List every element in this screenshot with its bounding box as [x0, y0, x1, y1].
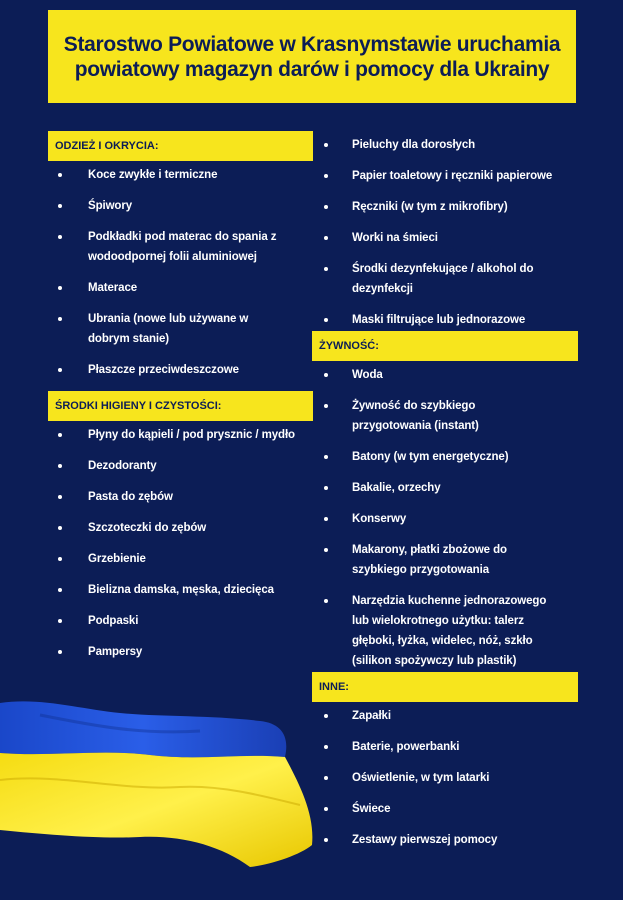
list-item: Baterie, powerbanki [312, 737, 578, 757]
list-item: Pasta do zębów [48, 487, 313, 507]
bullet-icon [58, 235, 62, 239]
bullet-icon [324, 714, 328, 718]
list-item: Płyny do kąpieli / pod prysznic / mydło [48, 425, 313, 445]
list-item: Pampersy [48, 642, 313, 662]
bullet-icon [58, 495, 62, 499]
list-item: Żywność do szybkiego przygotowania (instant) [312, 396, 547, 436]
list-item: Dezodoranty [48, 456, 313, 476]
page-title: Starostwo Powiatowe w Krasnymstawie uruchamia powiatowy magazyn darów i pomocy dla Ukrainy [63, 32, 561, 81]
bullet-icon [324, 745, 328, 749]
bullet-icon [324, 455, 328, 459]
list-item: Ręczniki (w tym z mikrofibry) [312, 197, 578, 217]
item-list [48, 165, 313, 380]
list-item: Szczoteczki do zębów [48, 518, 313, 538]
bullet-icon [324, 486, 328, 490]
list-item: Płaszcze przeciwdeszczowe [48, 360, 313, 380]
bullet-icon [324, 548, 328, 552]
list-item: Zestawy pierwszej pomocy [312, 830, 578, 850]
list-item: Makarony, płatki zbożowe do szybkiego przygotowania [312, 540, 557, 580]
bullet-icon [324, 599, 328, 603]
bullet-icon [324, 373, 328, 377]
left-column [48, 131, 313, 673]
list-item: Maski filtrujące lub jednorazowe [312, 310, 578, 330]
section-header: INNE: [312, 672, 578, 702]
ukraine-flag-icon [0, 695, 320, 875]
item-list-continued [312, 135, 578, 330]
bullet-icon [324, 174, 328, 178]
bullet-icon [324, 236, 328, 240]
list-item: Śpiwory [48, 196, 313, 216]
item-list [312, 365, 578, 671]
bullet-icon [58, 433, 62, 437]
bullet-icon [58, 286, 62, 290]
title-banner [48, 10, 576, 103]
list-item: Świece [312, 799, 578, 819]
section-hygiene [48, 391, 313, 662]
bullet-icon [58, 557, 62, 561]
bullet-icon [324, 267, 328, 271]
bullet-icon [324, 776, 328, 780]
bullet-icon [58, 173, 62, 177]
item-list [312, 706, 578, 850]
bullet-icon [324, 404, 328, 408]
bullet-icon [324, 318, 328, 322]
bullet-icon [58, 317, 62, 321]
list-item: Konserwy [312, 509, 578, 529]
list-item: Zapałki [312, 706, 578, 726]
list-item: Oświetlenie, w tym latarki [312, 768, 578, 788]
bullet-icon [58, 368, 62, 372]
section-clothing [48, 131, 313, 380]
list-item: Koce zwykłe i termiczne [48, 165, 313, 185]
section-header: ŻYWNOŚĆ: [312, 331, 578, 361]
list-item: Batony (w tym energetyczne) [312, 447, 578, 467]
bullet-icon [324, 838, 328, 842]
bullet-icon [324, 517, 328, 521]
list-item: Podpaski [48, 611, 313, 631]
right-column [312, 131, 578, 861]
section-other [312, 672, 578, 850]
bullet-icon [324, 807, 328, 811]
bullet-icon [58, 464, 62, 468]
bullet-icon [58, 650, 62, 654]
list-item: Podkładki pod materac do spania z wodoodpornej folii aluminiowej [48, 227, 283, 267]
section-header: ŚRODKI HIGIENY I CZYSTOŚCI: [48, 391, 313, 421]
list-item: Bakalie, orzechy [312, 478, 578, 498]
bullet-icon [58, 588, 62, 592]
list-item: Ubrania (nowe lub używane w dobrym stanie) [48, 309, 288, 349]
list-item: Bielizna damska, męska, dziecięca [48, 580, 313, 600]
item-list [48, 425, 313, 662]
bullet-icon [58, 619, 62, 623]
list-item: Papier toaletowy i ręczniki papierowe [312, 166, 578, 186]
list-item: Materace [48, 278, 313, 298]
list-item: Woda [312, 365, 578, 385]
bullet-icon [58, 204, 62, 208]
bullet-icon [324, 143, 328, 147]
list-item: Środki dezynfekujące / alkohol do dezynfekcji [312, 259, 537, 299]
section-food [312, 331, 578, 671]
list-item: Pieluchy dla dorosłych [312, 135, 578, 155]
list-item: Grzebienie [48, 549, 313, 569]
list-item: Narzędzia kuchenne jednorazowego lub wielokrotnego użytku: talerz głęboki, łyżka, widelec, nóż, szkło (silikon spożywczy lub plastik) [312, 591, 557, 671]
list-item: Worki na śmieci [312, 228, 578, 248]
bullet-icon [58, 526, 62, 530]
bullet-icon [324, 205, 328, 209]
section-header: ODZIEŻ I OKRYCIA: [48, 131, 313, 161]
